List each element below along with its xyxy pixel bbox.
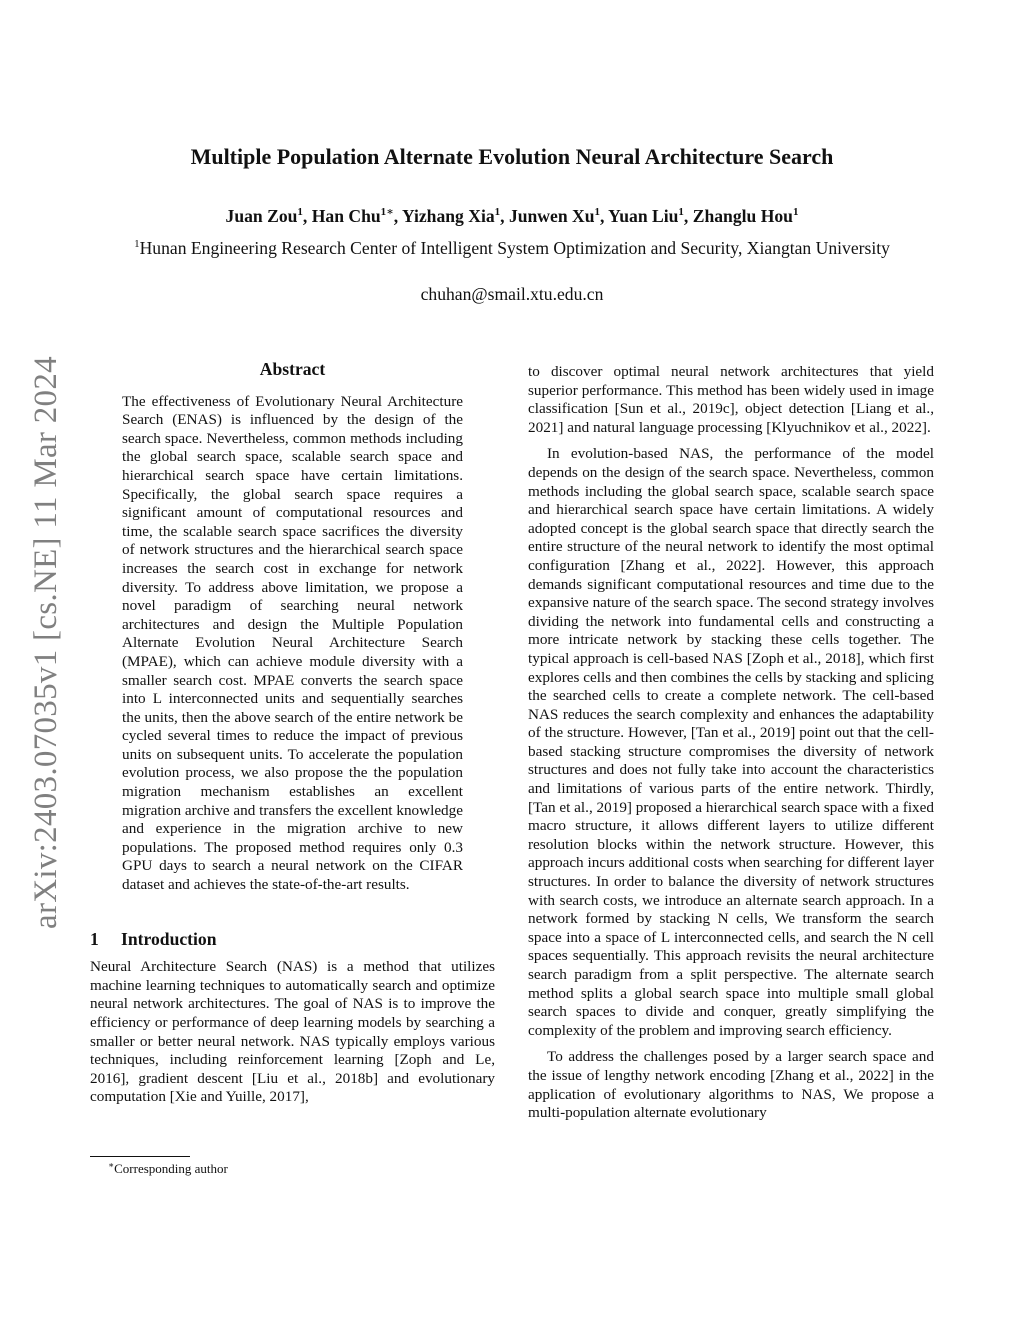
abstract-body xyxy=(90,393,495,895)
author-name: Zhanglu Hou xyxy=(692,206,793,226)
contact-email: chuhan@smail.xtu.edu.cn xyxy=(420,284,604,304)
footnote-text: Corresponding author xyxy=(114,1161,228,1176)
body-paragraph: to discover optimal neural network architectures that yield superior performance. This method has been widely used in image classification [Sun et al., 2019c], object detection [Liang et al., 2021] and natural language processing [Klyuchnikov et al., 2022]. xyxy=(528,363,934,436)
arxiv-identifier: arXiv:2403.07035v1 [cs.NE] 11 Mar 2024 xyxy=(27,356,64,929)
left-column xyxy=(90,360,495,1107)
arxiv-sidebar-stamp xyxy=(28,345,64,940)
body-paragraph: To address the challenges posed by a larger search space and the issue of lengthy network encoding [Zhang et al., 2022] in the application of evolutionary algorithms to NAS, We propose a multi-population alternate evolutionary xyxy=(528,1048,934,1122)
footnote xyxy=(90,1156,495,1177)
author-affiliation-mark: 1 xyxy=(297,206,303,218)
author-name: Juan Zou xyxy=(225,206,298,226)
right-column xyxy=(528,363,934,1123)
abstract-heading: Abstract xyxy=(259,359,326,379)
affiliation xyxy=(110,238,914,259)
section-heading-introduction xyxy=(90,930,495,949)
author-name: Yizhang Xia xyxy=(401,206,495,226)
paper-title: Multiple Population Alternate Evolution Neural Architecture Search xyxy=(190,144,834,169)
author-affiliation-mark: 1 xyxy=(594,206,600,218)
author-affiliation-mark: 1 xyxy=(494,206,501,218)
footnote-rule xyxy=(90,1156,190,1157)
body-paragraph: In evolution-based NAS, the performance of the model depends on the design of the search space. Nevertheless, common methods including the global search space, scalable search space and hierarchical search space have certain limitations. A widely adopted concept is the global search space that directly search the entire structure of the neural network to identify the most optimal configuration [Zhang et al., 2022]. However, this approach demands significant computational resources and time due to the expansive nature of the search space. The second strategy involves dividing the network into fundamental cells and constructing a more intricate network by stacking these cells together. The typical approach is cell-based NAS [Zoph et al., 2018], which first explores cells and then combines the cells by stacking and splicing the searched cells to create a complete network. The cell-based NAS reduces the search complexity and enhances the adaptability of the structure. However, [Tan et al., 2019] point out that the cell-based stacking structure compromises the diversity of network structures and does not fully take into account the characteristics and limitations of various parts of the entire network. Thirdly, [Tan et al., 2019] proposed a hierarchical search space with a fixed macro structure, it allows different layers to utilize different resolution blocks within the network structure. However, this approach incurs additional costs when searching for different layer structures. In order to balance the diversity of network structures with search costs, we introduce an alternate search approach. In a network formed by stacking N cells, We transform the search space into a space of L interconnected cells, and search the N cell spaces sequentially. This approach revisits the neural architecture search paradigm from a split perspective. The alternate search method splits a global search space into multiple small global search spaces to divide and conquer, greatly simplifying the complexity of the problem and improving search efficiency. xyxy=(528,445,934,1039)
author-affiliation-mark: 1 xyxy=(678,206,684,218)
affiliation-text: Hunan Engineering Research Center of Intelligent System Optimization and Security, Xiangtan University xyxy=(139,238,890,258)
section-title-text: Introduction xyxy=(121,928,217,949)
introduction-paragraph: Neural Architecture Search (NAS) is a method that utilizes machine learning techniques to automatically search and optimize neural network architectures. The goal of NAS is to improve the efficiency or performance of deep learning models by searching a smaller or better neural network. NAS typically employs various techniques, including reinforcement learning [Zoph and Le, 2016], gradient descent [Liu et al., 2018b] and evolutionary computation [Xie and Yuille, 2017], xyxy=(90,958,495,1106)
author-name: Yuan Liu xyxy=(608,206,679,226)
abstract-paragraph: The effectiveness of Evolutionary Neural Architecture Search (ENAS) is influenced by the design of the search space. Nevertheless, common methods including the global search space, scalable search space and hierarchical search space have certain limitations. Specifically, the global search space requires a significant amount of computational resources and time, the scalable search space sacrifices the diversity of network structures and the hierarchical search space increases the search cost in exchange for network diversity. To address above limitation, we propose a novel paradigm of searching neural network architectures and design the Multiple Population Alternate Evolution Neural Architecture Search (MPAE), which can achieve module diversity with a smaller search cost. MPAE converts the search space into L interconnected units and sequentially searches the units, then the above search of the entire network be cycled several times to reduce the impact of previous units on subsequent units. To accelerate the population evolution process, we also propose the the population migration mechanism establishes an excellent migration archive and transfers the excellent knowledge and experience in the migration archive to new populations. The proposed method requires only 0.3 GPU days to search a neural network on the CIFAR dataset and achieves the state-of-the-art results. xyxy=(122,392,463,894)
author-list: Juan Zou$^1$, Han Chu$^{1∗}$, Yizhang Xia$^1$, Junwen Xu$^1$, Yuan Liu$^1$, Zhanglu Hou$^1$ xyxy=(225,206,799,226)
affiliation-mark: 1 xyxy=(134,238,140,250)
author-affiliation-mark: 1∗ xyxy=(380,206,394,218)
section-number: 1 xyxy=(90,928,99,949)
author-name: Junwen Xu xyxy=(508,206,595,226)
footnote-mark: ∗ xyxy=(108,1160,115,1170)
author-affiliation-mark: 1 xyxy=(792,206,799,218)
author-name: Han Chu xyxy=(311,206,381,226)
